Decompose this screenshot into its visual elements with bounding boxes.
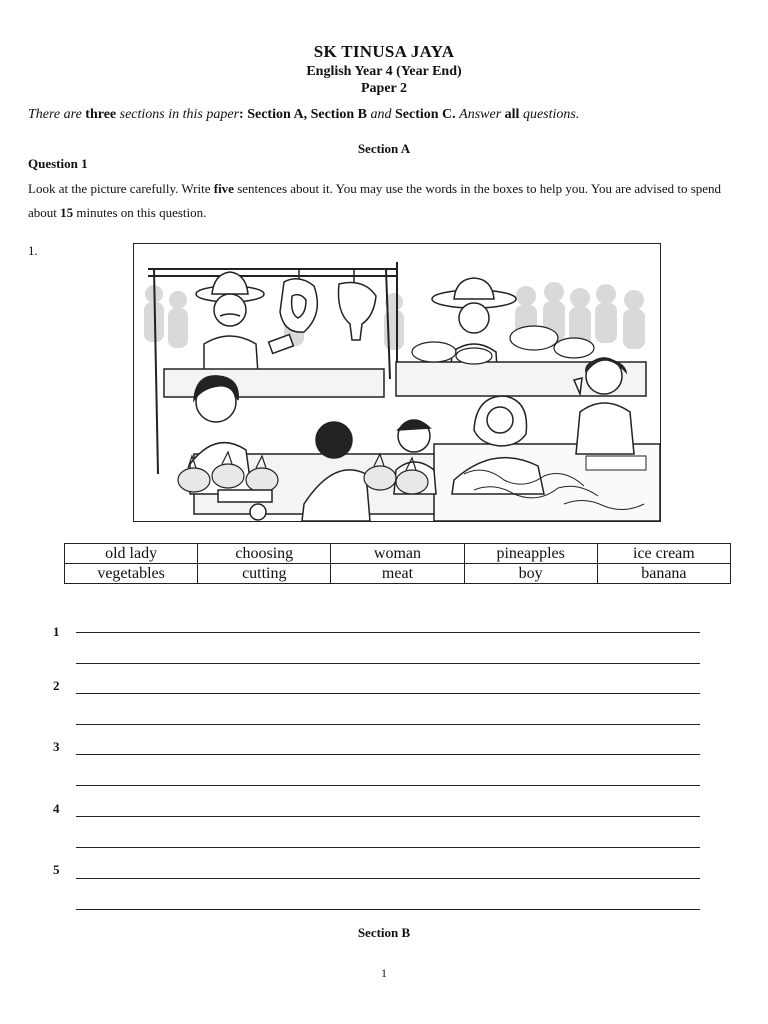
section-b-heading: Section B — [357, 925, 411, 940]
word-box-row — [65, 544, 731, 564]
word-box-row — [65, 564, 731, 584]
question-1-title: Question 1 — [28, 156, 88, 171]
intro-questions: questions. — [519, 107, 580, 122]
answer-line-3a[interactable] — [76, 754, 700, 755]
word-cell: cutting — [198, 564, 331, 584]
word-cell: woman — [331, 544, 464, 564]
school-title: SK TINUSA JAYA — [313, 42, 455, 61]
instr-text-1: Look at the picture carefully. Write — [28, 181, 214, 196]
answer-line-1b[interactable] — [76, 663, 700, 664]
intro-section-c: Section C. — [391, 107, 460, 122]
intro-text-2: sections in this paper — [116, 107, 240, 122]
market-scene-drawing — [134, 244, 660, 521]
instr-text-3: minutes on this question. — [73, 205, 207, 220]
answer-number-5: 5 — [53, 862, 60, 877]
word-box-table — [64, 543, 731, 584]
answer-number-3: 3 — [53, 739, 60, 754]
intro-all: all — [504, 107, 520, 122]
answer-number-4: 4 — [53, 801, 60, 816]
answer-line-4b[interactable] — [76, 847, 700, 848]
intro-three: three — [85, 107, 117, 122]
paper-label: Paper 2 — [360, 81, 407, 96]
intro-sections-ab: : Section A, Section B — [239, 107, 371, 122]
exam-subtitle: English Year 4 (Year End) — [306, 64, 462, 79]
answer-number-2: 2 — [53, 678, 60, 693]
word-cell: meat — [331, 564, 464, 584]
answer-number-1: 1 — [53, 624, 60, 639]
word-cell: banana — [597, 564, 730, 584]
intro-and: and — [370, 107, 392, 122]
page-number: 1 — [381, 966, 387, 980]
answer-line-5a[interactable] — [76, 878, 700, 879]
word-cell: pineapples — [464, 544, 597, 564]
word-cell: choosing — [198, 544, 331, 564]
paper-instructions — [28, 107, 579, 123]
section-a-heading: Section A — [357, 141, 411, 156]
answer-line-1a[interactable] — [76, 632, 700, 633]
intro-answer: Answer — [459, 107, 505, 122]
word-cell: old lady — [65, 544, 198, 564]
word-cell: vegetables — [65, 564, 198, 584]
answer-line-5b[interactable] — [76, 909, 700, 910]
word-cell: boy — [464, 564, 597, 584]
instr-fifteen: 15 — [60, 205, 74, 220]
question-1-instructions — [28, 177, 748, 225]
intro-text-1: There are — [28, 107, 86, 122]
answer-line-2a[interactable] — [76, 693, 700, 694]
item-number: 1. — [28, 243, 38, 258]
instr-five: five — [213, 181, 234, 196]
answer-line-3b[interactable] — [76, 785, 700, 786]
instr-text-2: sentences about it. You may use the words in the boxes to help you. You are advised to spend about — [28, 181, 722, 220]
answer-line-4a[interactable] — [76, 816, 700, 817]
word-cell: ice cream — [597, 544, 730, 564]
market-scene-illustration — [133, 243, 661, 522]
answer-line-2b[interactable] — [76, 724, 700, 725]
